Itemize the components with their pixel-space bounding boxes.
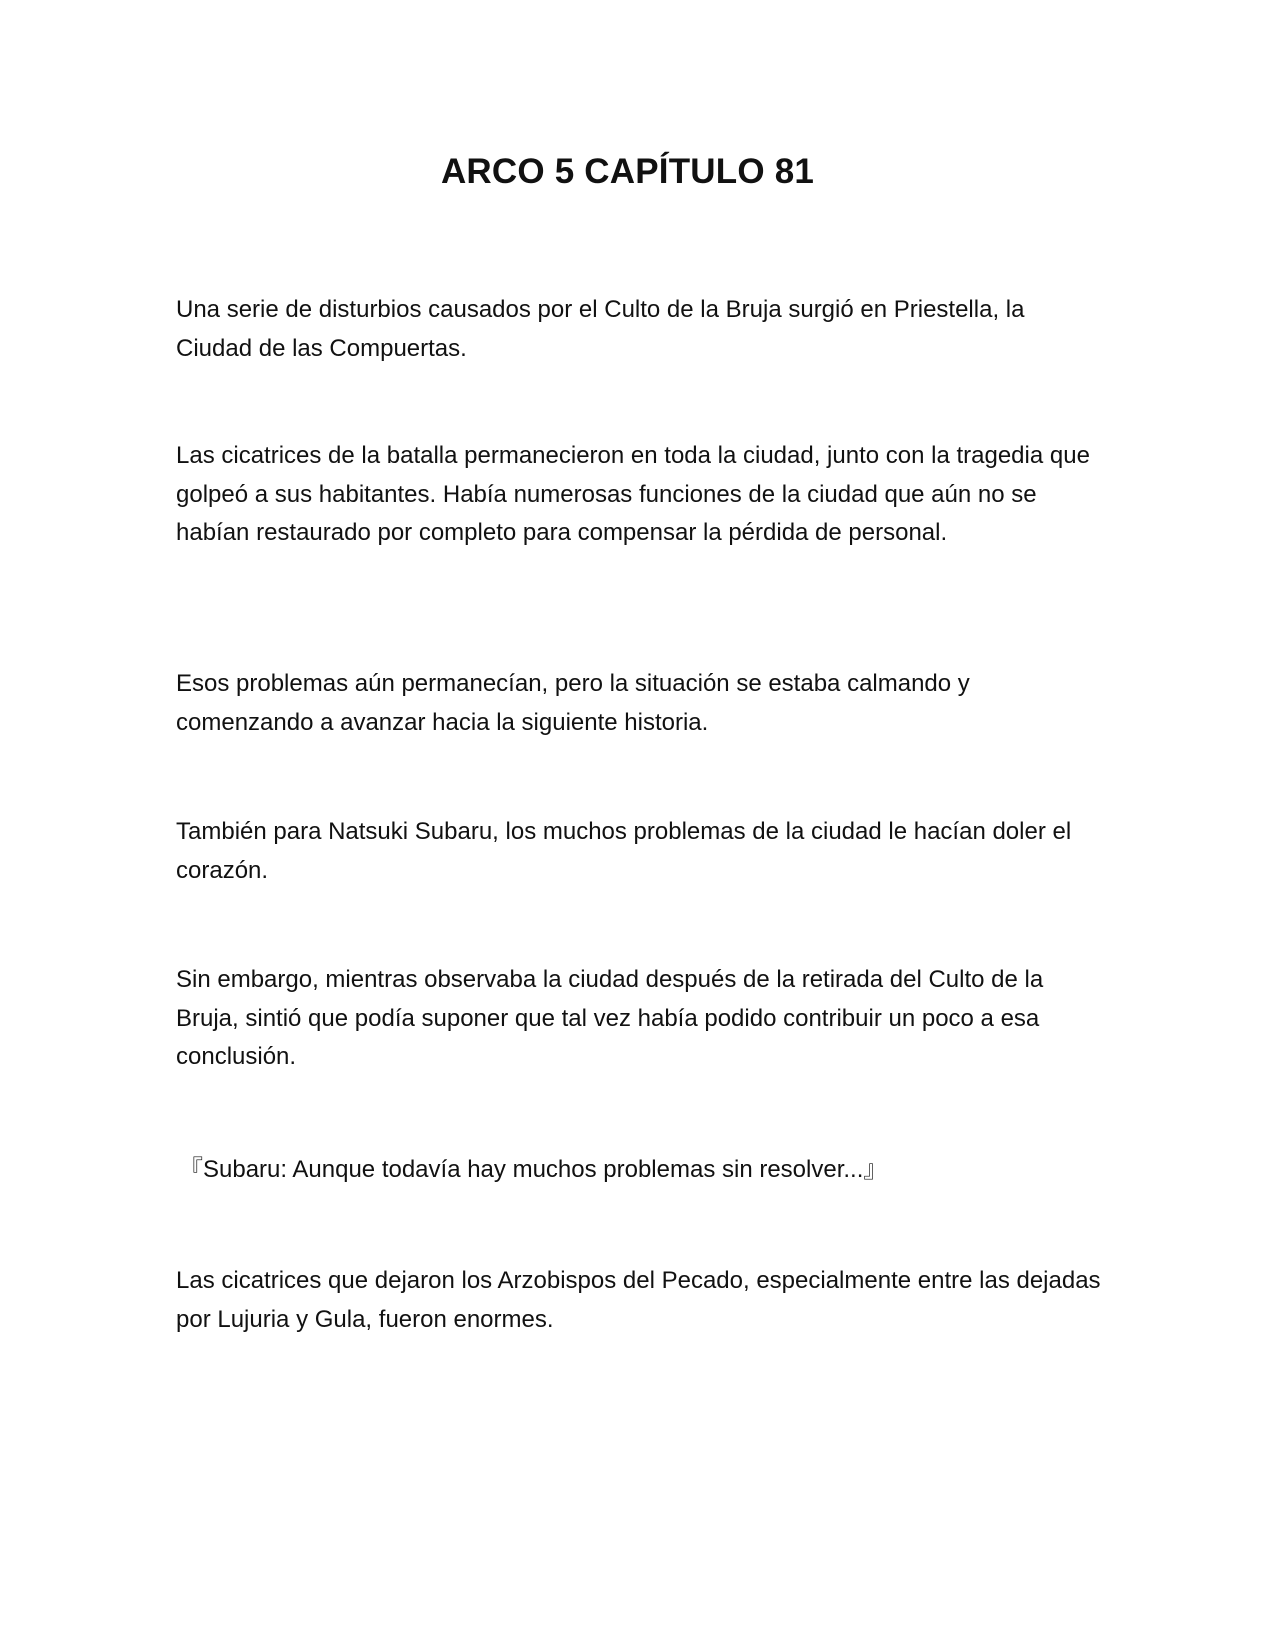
paragraph-1: Una serie de disturbios causados por el Culto de la Bruja surgió en Priestella, la Ciudad de las Compuertas. (176, 296, 1025, 362)
paragraph-5: Sin embargo, mientras observaba la ciudad después de la retirada del Culto de la Bruja, sintió que podía suponer que tal vez había podido contribuir un poco a esa conclusión. (176, 966, 1044, 1070)
paragraph-3: Esos problemas aún permanecían, pero la situación se estaba calmando y comenzando a avanzar hacia la siguiente historia. (176, 670, 970, 736)
dialogue-line: 『Subaru: Aunque todavía hay muchos problemas sin resolver...』 (179, 1156, 888, 1183)
paragraph-2: Las cicatrices de la batalla permanecieron en toda la ciudad, junto con la tragedia que golpeó a sus habitantes. Había numerosas funciones de la ciudad que aún no se habían restaurado por completo para compensar la pérdida de personal. (176, 442, 1090, 546)
chapter-title (0, 152, 1275, 192)
paragraph-7: Las cicatrices que dejaron los Arzobispos del Pecado, especialmente entre las dejadas por Lujuria y Gula, fueron enormes. (176, 1267, 1101, 1333)
paragraph-4: También para Natsuki Subaru, los muchos problemas de la ciudad le hacían doler el corazón. (176, 818, 1072, 884)
chapter-title-text: ARCO 5 CAPÍTULO 81 (440, 152, 815, 191)
